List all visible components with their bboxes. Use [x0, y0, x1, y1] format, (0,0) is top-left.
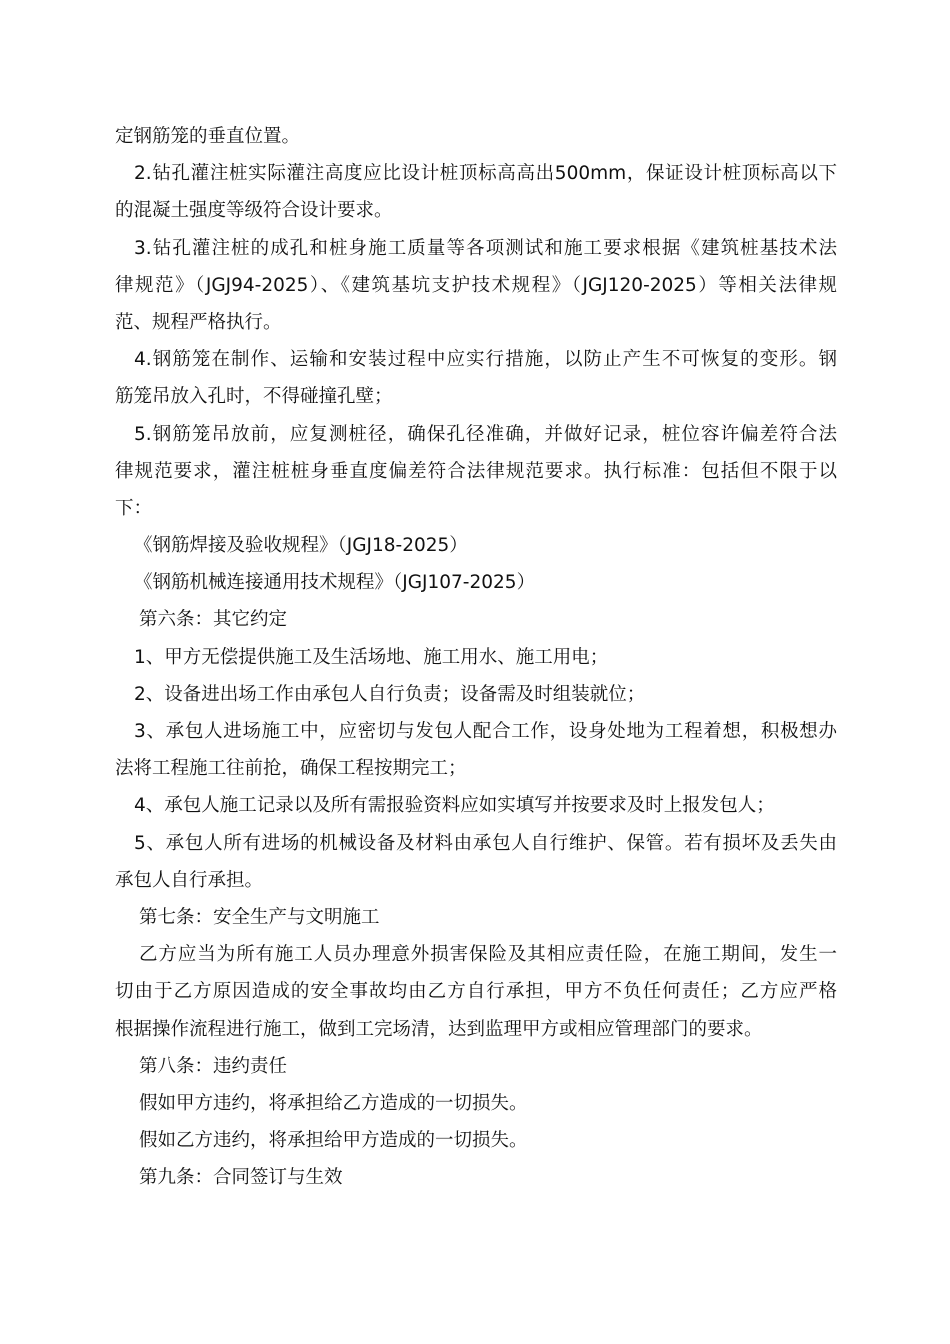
clause-2-line-1: 2.钻孔灌注桩实际灌注高度应比设计桩顶标高高出500mm，保证设计桩顶标高以下	[134, 163, 837, 185]
standard-item-1: 《钢筋焊接及验收规程》（JGJ18-2025）	[134, 535, 468, 557]
article-6-item-4: 4、承包人施工记录以及所有需报验资料应如实填写并按要求及时上报发包人；	[134, 795, 775, 817]
clause-3-line-3: 范、规程严格执行。	[115, 311, 282, 333]
article-6-item-5-line-1: 5、承包人所有进场的机械设备及材料由承包人自行维护、保管。若有损坏及丢失由	[134, 832, 837, 854]
article-6-item-5-line-2: 承包人自行承担。	[115, 869, 264, 891]
article-7-text-line-2: 切由于乙方原因造成的安全事故均由乙方自行承担，甲方不负任何责任；乙方应严格	[115, 981, 837, 1003]
article-6-item-3-line-1: 3、承包人进场施工中，应密切与发包人配合工作，设身处地为工程着想，积极想办	[134, 721, 837, 742]
clause-2-line-2: 的混凝土强度等级符合设计要求。	[115, 200, 393, 222]
article-8-heading: 第八条：违约责任	[139, 1055, 288, 1077]
standard-item-2: 《钢筋机械连接通用技术规程》（JGJ107-2025）	[134, 572, 536, 594]
article-6-item-3-line-2: 法将工程施工往前抢，确保工程按期完工；	[115, 758, 467, 780]
clause-5-line-1: 5.钢筋笼吊放前，应复测桩径，确保孔径准确，并做好记录，桩位容许偏差符合法	[134, 423, 837, 445]
clause-3-line-1: 3.钻孔灌注桩的成孔和桩身施工质量等各项测试和施工要求根据《建筑桩基技术法	[134, 237, 837, 259]
clause-5-line-3: 下：	[115, 497, 153, 519]
article-6-item-2: 2、设备进出场工作由承包人自行负责；设备需及时组装就位；	[134, 683, 646, 705]
clause-5-line-2: 律规范要求，灌注桩桩身垂直度偏差符合法律规范要求。执行标准：包括但不限于以	[115, 460, 837, 482]
article-8-text-1: 假如甲方违约，将承担给乙方造成的一切损失。	[139, 1092, 528, 1114]
article-7-text-line-1: 乙方应当为所有施工人员办理意外损害保险及其相应责任险，在施工期间，发生一	[139, 944, 837, 966]
article-6-heading: 第六条：其它约定	[139, 609, 288, 631]
clause-4-line-1: 4.钢筋笼在制作、运输和安装过程中应实行措施，以防止产生不可恢复的变形。钢	[134, 349, 837, 371]
article-8-text-2: 假如乙方违约，将承担给甲方造成的一切损失。	[139, 1130, 528, 1152]
article-7-heading: 第七条：安全生产与文明施工	[139, 906, 380, 928]
body-line: 定钢筋笼的垂直位置。	[115, 126, 301, 147]
article-9-heading: 第九条：合同签订与生效	[139, 1167, 343, 1189]
article-6-item-1: 1、甲方无偿提供施工及生活场地、施工用水、施工用电；	[134, 646, 609, 668]
article-7-text-line-3: 根据操作流程进行施工，做到工完场清，达到监理甲方或相应管理部门的要求。	[115, 1018, 763, 1040]
clause-4-line-2: 筋笼吊放入孔时，不得碰撞孔壁；	[115, 386, 393, 408]
clause-3-line-2: 律规范》（JGJ94-2025）、《建筑基坑支护技术规程》（JGJ120-2025）等相关法律规	[115, 274, 837, 296]
document-body	[115, 118, 837, 1196]
